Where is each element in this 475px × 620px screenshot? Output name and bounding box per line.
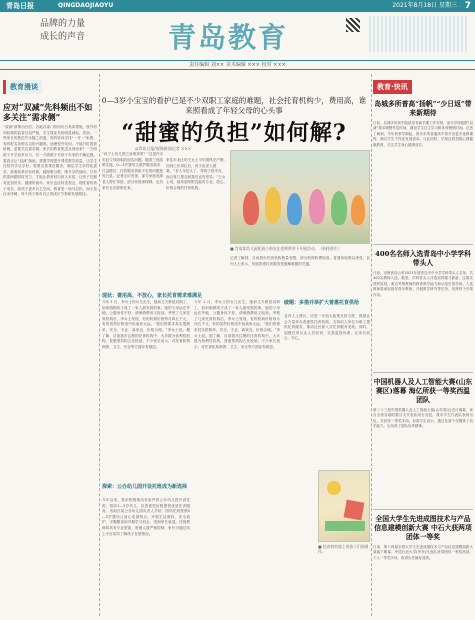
slogan-line-1: 品牌的力量 [40, 19, 86, 29]
column-divider [371, 74, 372, 616]
page-title: 青岛教育 [168, 21, 289, 54]
masthead [0, 12, 475, 58]
child-figure [287, 193, 302, 225]
section-heading-3: 破题：多措并举扩大普惠托育供给 [284, 300, 360, 306]
divider [373, 509, 473, 510]
left-column [3, 74, 97, 616]
section-badge: 教育漫谈 [3, 80, 42, 94]
child-figure [309, 189, 325, 224]
house-shape [344, 500, 365, 521]
qr-code-icon [346, 18, 360, 32]
feature-headline: “甜蜜的负担”如何解? [121, 120, 347, 146]
feature-photo [230, 150, 370, 244]
news-item-2-body: 日前，市教育局公布2021年度青岛市中小学学科带头人名单，共400名教师入选。据悉，学科带头人评选坚持德才兼备、注重实绩的原则，重点考察教师的教育教学能力和示范引领作用。入选教师将承担指导青年教师、开展教学研究等任务，发挥骨干引领作用。 [373, 271, 473, 297]
section-2-text: 今年以来，我市积极推动有条件的公办幼儿园开设托班，招收2—3岁幼儿，以普惠性价格提供优质托育服务。市南区某公办幼儿园负责人介绍，园所托班按照0—3岁婴幼儿身心发展特点，开展生活照料、安全看护、平衡膳食和早期学习机会，受到家长欢迎。托班教师均具有专业资质，班级人数严格控制，家长可通过线上平台实时了解孩子在园情况。 [102, 498, 190, 536]
editor-credits: 责任编辑 刘×× 美术编辑 ××× 校对 ××× [0, 60, 475, 70]
news-item-1-body: 日前，岛城多所高中陆续发布新学期工作安排，部分学校根据“双减”要求调整作息时间，增加学生自主学习和体育锻炼时间。记者了解到，今年秋季学期起，我市多所普通高中将开设更多选修课程，满足学生个性化发展需求。与此同时，学校还将加强心理健康教育，关注学生身心健康成长。 [373, 121, 473, 147]
intro-column-3: 记者了解到，目前我市托育机构数量有限，部分机构收费较高，普通家庭难以承受。业内人士表示，发展普惠托育服务是破解难题的关键。 [230, 256, 370, 266]
drawing-caption: ■ 托育机构墙上的孩子们的画作。 [318, 544, 369, 554]
commentary-title: 应对“双减”先科频出不如多关注“需求侧” [3, 102, 93, 122]
news-item-4-title: 全国大学生先进成图技术与产品信息建模创新大赛 中石大获两项团体一等奖 [374, 515, 472, 541]
section-domain: QINGDAOJIAOYU [58, 2, 114, 9]
page-number: 7 [464, 1, 471, 11]
news-item-1-title: 岛城多所普高“扬帆”“少日返”带来新期待 [374, 100, 472, 117]
news-brief-badge: 教育·快讯 [373, 80, 412, 94]
section-heading-1: 现状：费用高、不放心，家长托育需求难满足 [102, 293, 203, 299]
child-figure [351, 195, 365, 225]
divider [373, 372, 473, 373]
intro-column-1: “孩子上幼儿园之前谁来带？”这是许多年轻父母面临的现实问题。随着三孩政策实施，0—3岁婴幼儿照护服务需求日益增长，托育服务供给不足的问题愈发凸显。记者走访发现，部分家庭选择老人帮忙带娃，部分家庭请保姆，也有家长无奈辞职在家。 [102, 152, 164, 190]
decorative-stripes [369, 16, 469, 52]
feature-byline: ◎青岛日报/观海新闻记者 ××× [134, 146, 192, 151]
section-1-continued: 今年 1 月，李女士的女儿出生，她和丈夫都是双职工，如何照顾孩子成了一家人最发愁的事。她的父母远在外地，公婆身体不好，请保姆费用又较高。考察了几家托育机构后，李女士发现，有的机构价格每月四五千元，有的虽然价格适中但离家太远。“我们的需求其实很简单，安全、专业、离家近、价格合理。”李女士说。据了解，目前我市注册的托育机构中，大多数为营利性机构，普惠型机构占比较低。不少家长表示，对托育机构师资、卫生、安全等方面存有顾虑。 [194, 300, 280, 349]
right-column [373, 74, 473, 616]
kids-drawing-photo [318, 470, 370, 542]
commentary-body: “双减”政策出台后，各地各部门纷纷出台具体措施，校外培训机构的监管日趋严格，学生课业负担明显减轻。然而，一些家长的焦虑并未随之消退，有的转向寻找“一对一”私教，有的报名各种名目的兴趣班。治理校外培训，不能只盯着供给侧，更要关注需求侧。家长的教育焦虑从何而来？一方面源于升学竞争压力，另一方面源于对孩子未来的不确定感。要真正让“双减”落地，需要学校提升课堂教学质量，让学生在校内学足学好；需要完善课后服务，满足学生多样化需求；需要改革评价体系，破除唯分数、唯升学的倾向。只有供需两端同时发力，才能让教育回归育人本质，让孩子们拥有更加快乐、健康的童年。家长也应转变观念，理性看待孩子成长，给孩子更多自主空间。教育是一场马拉松，而不是百米冲刺，每个孩子都有自己的成长节奏和发展路径。 [3, 125, 97, 197]
grass-shape [325, 521, 365, 531]
paper-name: 青岛日报 [6, 2, 34, 10]
masthead-slogan [40, 18, 85, 44]
section-1-text: 今年 1 月，李女士的女儿出生，她和丈夫都是双职工，如何照顾孩子成了一家人最发愁的事。她的父母远在外地，公婆身体不好，请保姆费用又较高。考察了几家托育机构后，李女士发现，有的机构价格每月四五千元，有的虽然价格适中但离家太远。“我们的需求其实很简单，安全、专业、离家近、价格合理。”李女士说。据了解，目前我市注册的托育机构中，大多数为营利性机构，普惠型机构占比较低。不少家长表示，对托育机构师资、卫生、安全等方面存有顾虑。 [102, 300, 190, 349]
section-3-text: 业内人士建议，应进一步加大政策支持力度，鼓励社会力量举办普惠性托育机构，支持用人单位为职工提供托育服务，推动社区嵌入式托育服务发展。同时，加强托育从业人员培训，完善监管体系，让家长放心、安心。 [284, 314, 370, 341]
slogan-line-2: 成长的声音 [40, 32, 86, 42]
feature-subhead: 0—3岁小宝宝的看护已是不少双职工家庭的难题，社会托育机构少，费用高，谁来照看成了年轻父母的心头事 [101, 96, 367, 115]
section-heading-2: 探索：公办幼儿园开设托班成为新选择 [102, 484, 188, 490]
photo-caption: ■ 青岛某幼儿园托班小朋友在老师带领下开展活动。（资料图片） [230, 246, 342, 251]
issue-date: 2021年8月18日 星期三 [392, 2, 457, 9]
column-divider [99, 74, 100, 616]
divider [373, 244, 473, 245]
sun-shape [327, 481, 341, 495]
child-figure [265, 187, 281, 223]
news-item-4-body: 日前，第十四届全国大学生先进成图技术与产品信息建模创新大赛落下帷幕，中国石油大学(华东)代表队获得团体一等奖两项、个人一等奖多项，取得历史最好成绩。 [373, 545, 473, 560]
news-item-3-title: 中国机器人及人工智能大赛(山东赛区)落幕 海亿所获一等奖西温团队 [373, 378, 473, 404]
child-figure [243, 191, 259, 225]
news-item-2-title: 400名名师入选青岛中小学学科带头人 [375, 250, 471, 267]
child-figure [331, 191, 347, 225]
news-item-3-body: 第二十三届中国机器人及人工智能大赛(山东赛区)近日落幕，来自全省各地的数百支代表队同台竞技。我市学生代表队表现出色，共获得一等奖多项。参赛学生表示，通过比赛不仅锻炼了动手能力，也培养了团队协作精神。 [373, 408, 473, 429]
intro-column-2: 家住市北区的王女士今年刚休完产假，回到工作岗位后，孩子由老人照看。“老人年纪大了，带孩子很辛苦，而且育儿观念和我们也有差异。”王女士说，她希望家附近能有专业、放心、价格合理的托育机构。 [166, 158, 228, 190]
top-bar [0, 0, 475, 12]
